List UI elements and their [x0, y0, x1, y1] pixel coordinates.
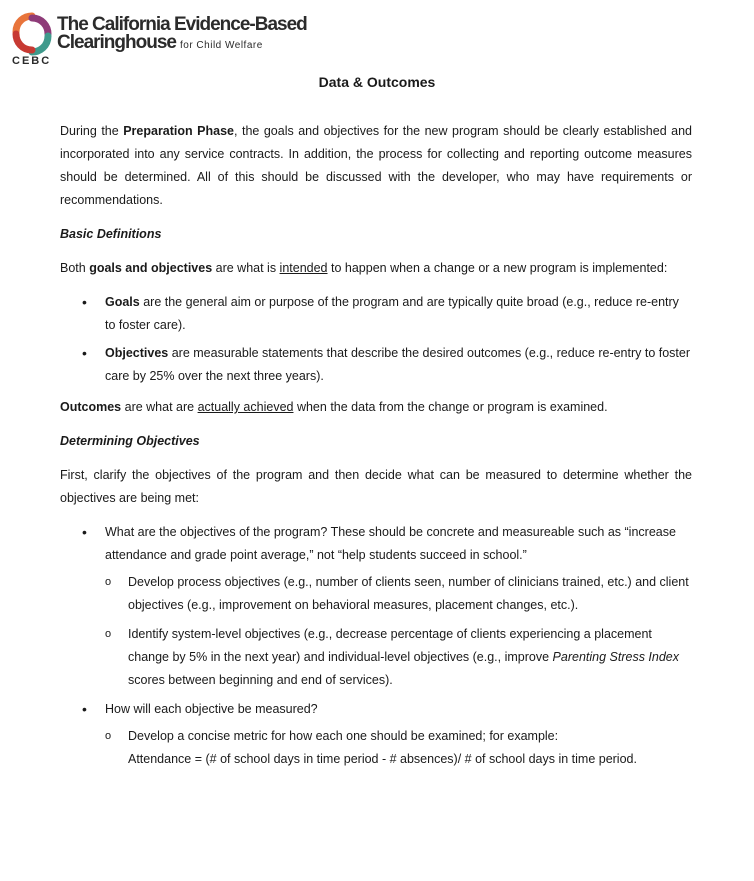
determining-objectives-heading: Determining Objectives [60, 434, 200, 448]
outcomes-paragraph [60, 396, 692, 419]
definition-objectives [60, 342, 692, 388]
logo-clearinghouse: Clearinghouse [57, 32, 176, 53]
logo-abbreviation: CEBC [12, 55, 52, 67]
both-text-2: are what is [212, 261, 280, 275]
questions-list [60, 521, 692, 771]
both-text-1: Both [60, 261, 90, 275]
first-paragraph: First, clarify the objectives of the program and then decide what can be measured to determine whether the objectives are being met: [60, 468, 692, 505]
both-paragraph [60, 257, 692, 280]
system-objectives-text-1: Identify system-level objectives (e.g., decrease percentage of clients experiencing a placement change by 5% in the next year) and individual-level objectives (e.g., improve [128, 627, 652, 664]
cebc-logo-icon [10, 12, 54, 56]
outcomes-actually-achieved: actually achieved [197, 400, 294, 414]
sub-item-metric [105, 725, 692, 771]
system-objectives-text-2: scores between beginning and end of services). [128, 673, 393, 687]
both-goals-objectives: goals and objectives [89, 261, 213, 275]
metric-example: Attendance = (# of school days in time period - # absences)/ # of school days in time period. [128, 752, 637, 766]
metric-text: Develop a concise metric for how each one should be examined; for example: [128, 729, 559, 743]
basic-definitions-heading: Basic Definitions [60, 227, 162, 241]
outcomes-text-1: are what are [121, 400, 198, 414]
parenting-stress-index: Parenting Stress Index [552, 650, 680, 664]
definition-text: are measurable statements that describe the desired outcomes (e.g., reduce re-entry to foster care by 25% over the next three years). [105, 346, 691, 383]
outcomes-text-2: when the data from the change or program is examined. [293, 400, 608, 414]
question-objectives [60, 521, 692, 692]
definition-term: Goals [105, 295, 140, 309]
definition-goals [60, 291, 692, 337]
definition-term: Objectives [105, 346, 169, 360]
measurement-sub-list [105, 725, 692, 771]
logo-for-child-welfare: for Child Welfare [179, 40, 263, 51]
intro-preparation-phase: Preparation Phase [123, 124, 234, 138]
logo-title: The California Evidence-Based [57, 14, 307, 35]
definitions-list [60, 291, 692, 388]
definition-text: are the general aim or purpose of the program and are typically quite broad (e.g., reduce re-entry to foster care). [105, 295, 679, 332]
question-measurement-text: How will each objective be measured? [105, 702, 318, 716]
both-intended: intended [279, 261, 328, 275]
sub-item-system-objectives [105, 623, 692, 692]
outcomes-term: Outcomes [60, 400, 122, 414]
intro-paragraph [60, 120, 692, 212]
objectives-sub-list [105, 571, 692, 692]
logo [10, 12, 310, 72]
sub-item-process-objectives: o Develop process objectives (e.g., number of clients seen, number of clinicians trained, etc.) and client objectives (e.g., improvement on behavioral measures, placement changes, etc.). [105, 571, 692, 617]
intro-text-2: , the goals and objectives for the new program should be clearly established and incorporated into any service contracts. In addition, the process for collecting and reporting outcome measures should be determined. All of this should be discussed with the developer, who may have requirements or recommendations. [60, 124, 693, 207]
logo-subtitle [57, 33, 263, 55]
page-title: Data & Outcomes [318, 74, 436, 90]
intro-text-1: During the [60, 124, 124, 138]
both-text-3: to happen when a change or a new program is implemented: [327, 261, 668, 275]
document-body [60, 120, 692, 779]
question-objectives-text: What are the objectives of the program? These should be concrete and measureable such as “increase attendance and grade point average,” not “help students succeed in school.” [105, 525, 676, 562]
question-measurement [60, 698, 692, 771]
